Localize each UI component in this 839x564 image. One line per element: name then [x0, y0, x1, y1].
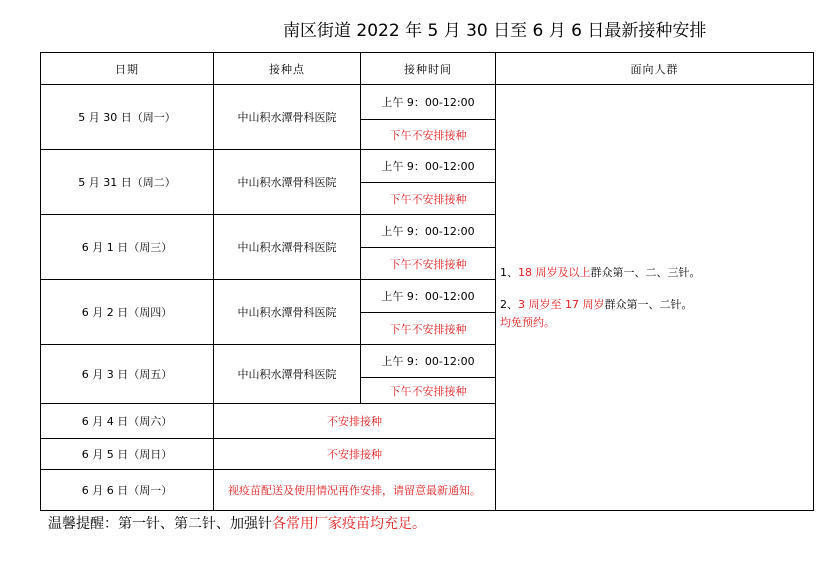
date-cell: 5 月 31 日（周二）: [41, 150, 214, 215]
table-header-row: [41, 53, 814, 85]
header-time: 接种时间: [361, 53, 496, 85]
audience-cell: [496, 85, 814, 511]
header-site: 接种点: [214, 53, 361, 85]
afternoon-time-cell: 下午不安排接种: [361, 313, 496, 345]
closed-note-cell: 不安排接种: [214, 404, 496, 439]
site-cell: 中山积水潭骨科医院: [214, 150, 361, 215]
document-title: 南区街道 2022 年 5 月 30 日至 6 月 6 日最新接种安排: [283, 21, 707, 41]
afternoon-time-cell: 下午不安排接种: [361, 183, 496, 215]
morning-time-cell: 上午 9：00-12:00: [361, 345, 496, 378]
closed-note-cell: 视疫苗配送及使用情况再作安排，请留意最新通知。: [214, 470, 496, 511]
reminder-highlight: 各常用厂家疫苗均充足。: [272, 516, 426, 532]
date-cell: 5 月 30 日（周一）: [41, 85, 214, 150]
site-cell: 中山积水潭骨科医院: [214, 215, 361, 280]
header-date: 日期: [41, 53, 214, 85]
date-cell: 6 月 5 日（周日）: [41, 439, 214, 470]
audience-line-2: 2、3 周岁至 17 周岁群众第一、二针。: [500, 297, 693, 311]
morning-time-cell: 上午 9：00-12:00: [361, 215, 496, 248]
date-cell: 6 月 3 日（周五）: [41, 345, 214, 404]
audience-line-3: 均免预约。: [500, 315, 555, 329]
reminder-prefix: 温馨提醒：第一针、第二针、加强针: [48, 516, 272, 532]
date-cell: 6 月 1 日（周三）: [41, 215, 214, 280]
morning-time-cell: 上午 9：00-12:00: [361, 280, 496, 313]
site-cell: 中山积水潭骨科医院: [214, 85, 361, 150]
date-cell: 6 月 6 日（周一）: [41, 470, 214, 511]
table-row: [41, 85, 814, 120]
vaccination-schedule-table: [40, 52, 814, 511]
afternoon-time-cell: 下午不安排接种: [361, 120, 496, 150]
reminder-note: [48, 514, 426, 534]
date-cell: 6 月 4 日（周六）: [41, 404, 214, 439]
site-cell: 中山积水潭骨科医院: [214, 345, 361, 404]
audience-line-1: 1、18 周岁及以上群众第一、二、三针。: [500, 265, 701, 279]
afternoon-time-cell: 下午不安排接种: [361, 248, 496, 280]
header-audience: 面向人群: [496, 53, 814, 85]
site-cell: 中山积水潭骨科医院: [214, 280, 361, 345]
closed-note-cell: 不安排接种: [214, 439, 496, 470]
date-cell: 6 月 2 日（周四）: [41, 280, 214, 345]
afternoon-time-cell: 下午不安排接种: [361, 378, 496, 404]
morning-time-cell: 上午 9：00-12:00: [361, 150, 496, 183]
morning-time-cell: 上午 9：00-12:00: [361, 85, 496, 120]
